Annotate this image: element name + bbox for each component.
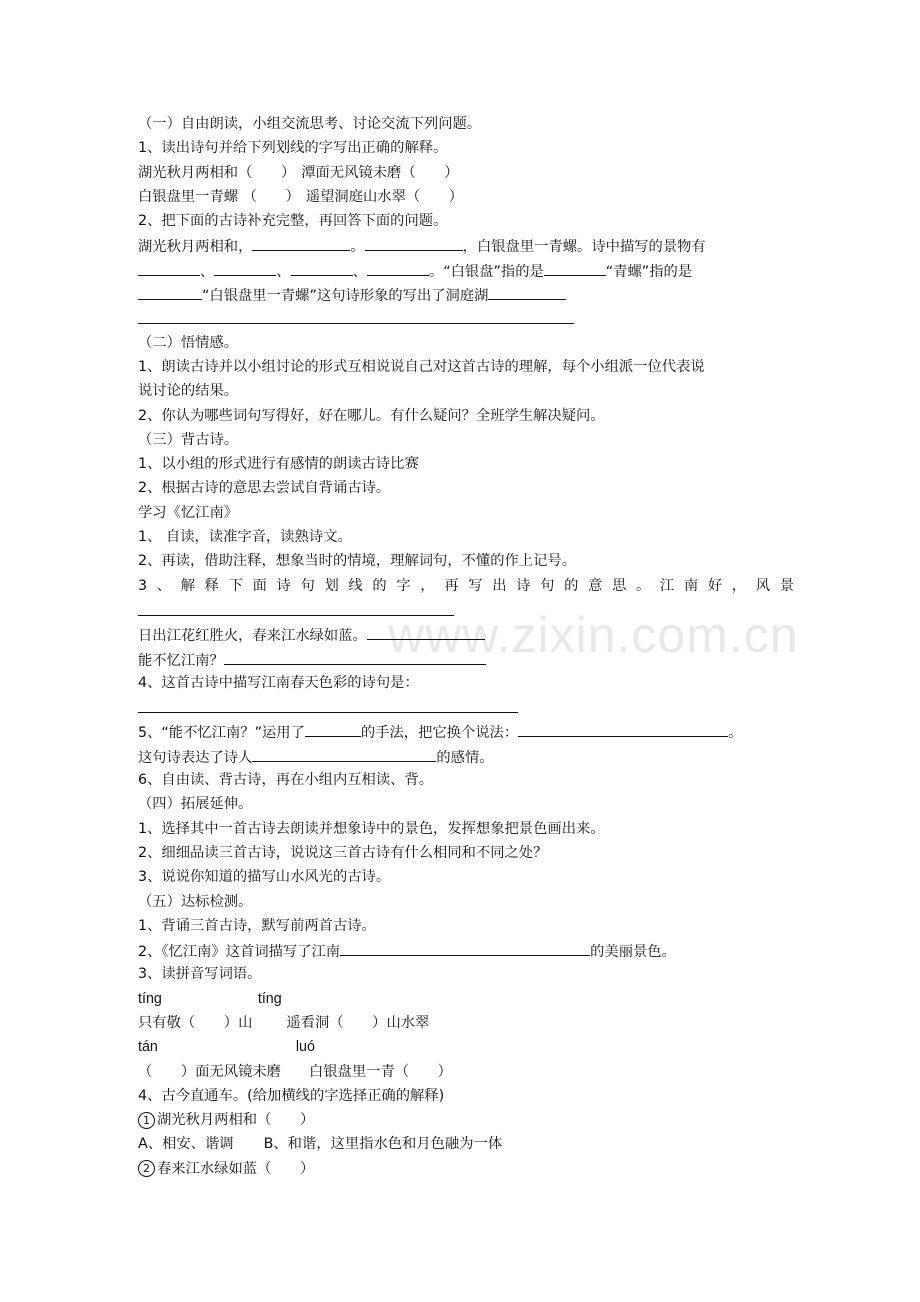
s5-question-3: 3、读拼音写词语。 — [138, 966, 262, 983]
option-b[interactable]: B、和谐，这里指水色和月色融为一体 — [263, 1136, 503, 1153]
section-2-title: （二）悟情感。 — [138, 334, 239, 351]
pinyin-label: tán — [138, 1039, 158, 1056]
study-heading: 学习《忆江南》 — [138, 504, 239, 521]
blank-line[interactable] — [138, 306, 574, 324]
s1-q1-line-1 — [138, 161, 794, 185]
section-4-title: （四）拓展延伸。 — [138, 796, 253, 813]
blank-line[interactable] — [138, 695, 518, 713]
blank-line[interactable] — [365, 233, 463, 251]
poem-fragment: 白银盘里一青螺 （ ） — [138, 188, 300, 205]
fill-word: （ ）面无风镜未磨 — [138, 1063, 281, 1080]
section-3-title: （三）背古诗。 — [138, 431, 239, 448]
s4-question-1: 1、选择其中一首古诗去朗读并想象诗中的景色，发挥想象把景色画出来。 — [138, 820, 605, 837]
word-row-2 — [138, 1060, 794, 1084]
blank-line[interactable] — [214, 258, 276, 276]
study-item-3: 3、解释下面诗句划线的字，再写出诗句的意思。江南好，风景 — [138, 577, 794, 594]
question-text: 5、“能不忆江南？”运用了 — [138, 725, 305, 742]
question-text: “白银盘里一青螺”这句诗形象的写出了洞庭湖 — [202, 288, 489, 305]
s3-question-2: 2、根据古诗的意思去尝试自背诵古诗。 — [138, 480, 391, 497]
question-text: 2、《忆江南》这首词描写了江南 — [138, 944, 341, 961]
blank-line[interactable] — [252, 744, 436, 762]
worksheet — [138, 112, 794, 1181]
choice-item-2 — [138, 1157, 794, 1181]
study-item-1: 1、 自读，读准字音，读熟诗文。 — [138, 529, 352, 546]
poem-fragment: 潭面无风镜未磨（ ） — [301, 164, 459, 181]
circled-number: 1 — [138, 1112, 155, 1129]
poem-fragment: 湖光秋月两相和（ ） — [138, 164, 296, 181]
question-text: “白银盘”指的是 — [443, 263, 544, 280]
word-row-1 — [138, 1011, 794, 1035]
punct: 。 — [428, 263, 444, 280]
s2-question-1-cont: 说讨论的结果。 — [138, 383, 239, 400]
fill-word: 白银盘里一青（ ） — [308, 1063, 452, 1080]
s1-question-1: 1、读出诗句并给下列划线的字写出正确的解释。 — [138, 140, 448, 157]
study-item-4-blank — [138, 695, 794, 719]
s2-question-1: 1、朗读古诗并以小组讨论的形式互相说说自己对这首古诗的理解，每个小组派一位代表说 — [138, 358, 705, 375]
blank-line[interactable] — [518, 719, 728, 737]
blank-line[interactable] — [340, 938, 590, 956]
s5-question-4: 4、古今直通车。(给加横线的字选择正确的解释) — [138, 1087, 445, 1104]
blank-line[interactable] — [291, 258, 353, 276]
s4-question-2: 2、细细品读三首古诗，说说这三首古诗有什么相同和不同之处？ — [138, 844, 548, 861]
s1-q2-line-1 — [138, 233, 794, 257]
pinyin-label: tíng — [138, 990, 162, 1007]
blank-line[interactable] — [488, 282, 566, 300]
s1-q2-line-4 — [138, 306, 794, 330]
blank-line[interactable] — [138, 282, 202, 300]
fill-word: 只有敬（ ）山 — [138, 1014, 253, 1031]
study-item-3-line-3 — [138, 647, 794, 671]
punct: 。 — [350, 239, 365, 256]
section-1-title: （一）自由朗读，小组交流思考、讨论交流下列问题。 — [138, 116, 482, 132]
circled-number: 2 — [138, 1160, 155, 1177]
pinyin-label: luó — [295, 1039, 315, 1056]
poem-fragment: 遥望洞庭山水翠（ ） — [305, 188, 464, 205]
section-5-title: （五）达标检测。 — [138, 893, 253, 910]
s1-q2-line-3 — [138, 282, 794, 306]
poem-text: 日出江花红胜火，春来江水绿如蓝。 — [138, 628, 367, 645]
choice-item-1-options — [138, 1132, 794, 1156]
study-item-6: 6、自由读、背古诗，再在小组内互相读、背。 — [138, 772, 434, 789]
fill-word: 遥看洞（ ）山水翠 — [286, 1014, 430, 1031]
punct: 、 — [200, 263, 215, 280]
question-text: “青螺”指的是 — [605, 263, 693, 280]
question-text: 的手法，把它换个说法： — [360, 725, 519, 742]
blank-line[interactable] — [305, 719, 361, 737]
study-item-3-blank — [138, 598, 794, 622]
s1-q2-line-2 — [138, 258, 794, 282]
s2-question-2: 2、你认为哪些词句写得好，好在哪儿。有什么疑问？全班学生解决疑问。 — [138, 407, 605, 424]
study-item-2: 2、再读，借助注释，想象当时的情境，理解词句，不懂的作上记号。 — [138, 553, 576, 570]
s5-question-1: 1、背诵三首古诗，默写前两首古诗。 — [138, 917, 376, 934]
option-a[interactable]: A、相安、谐调 — [138, 1136, 234, 1153]
watermark: www.zixin.com.cn — [388, 607, 799, 663]
punct: 、 — [352, 263, 367, 280]
s5-question-2 — [138, 938, 794, 962]
study-item-3-line-2 — [138, 622, 794, 646]
study-item-5 — [138, 719, 794, 743]
blank-line[interactable] — [367, 258, 429, 276]
blank-line[interactable] — [138, 598, 454, 616]
blank-line[interactable] — [367, 622, 485, 640]
poem-text: 湖光秋月两相和， — [138, 239, 253, 256]
punct: 。 — [728, 725, 743, 742]
choice-question: 湖光秋月两相和（ ） — [157, 1112, 315, 1129]
poem-text: ，白银盘里一青螺。诗中描写的景物有 — [462, 239, 706, 256]
punct: 、 — [276, 263, 291, 280]
question-text: 这句诗表达了诗人 — [138, 749, 253, 766]
choice-item-1 — [138, 1108, 794, 1132]
question-text: 的感情。 — [436, 749, 494, 766]
poem-text: 能不忆江南？ — [138, 652, 224, 669]
blank-line[interactable] — [138, 258, 200, 276]
s1-question-2: 2、把下面的古诗补充完整，再回答下面的问题。 — [138, 213, 448, 230]
pinyin-row-1 — [138, 987, 794, 1011]
question-text: 的美丽景色。 — [590, 944, 676, 961]
blank-line[interactable] — [224, 647, 486, 665]
choice-question: 春来江水绿如蓝（ ） — [157, 1160, 315, 1177]
pinyin-label: tíng — [257, 990, 282, 1007]
blank-line[interactable] — [544, 258, 606, 276]
s4-question-3: 3、说说你知道的描写山水风光的古诗。 — [138, 869, 391, 886]
s1-q1-line-2 — [138, 185, 794, 209]
s3-question-1: 1、以小组的形式进行有感情的朗读古诗比赛 — [138, 456, 419, 473]
pinyin-row-2 — [138, 1035, 794, 1059]
study-item-4: 4、这首古诗中描写江南春天色彩的诗句是： — [138, 674, 419, 691]
study-item-5-line-2 — [138, 744, 794, 768]
blank-line[interactable] — [252, 233, 350, 251]
